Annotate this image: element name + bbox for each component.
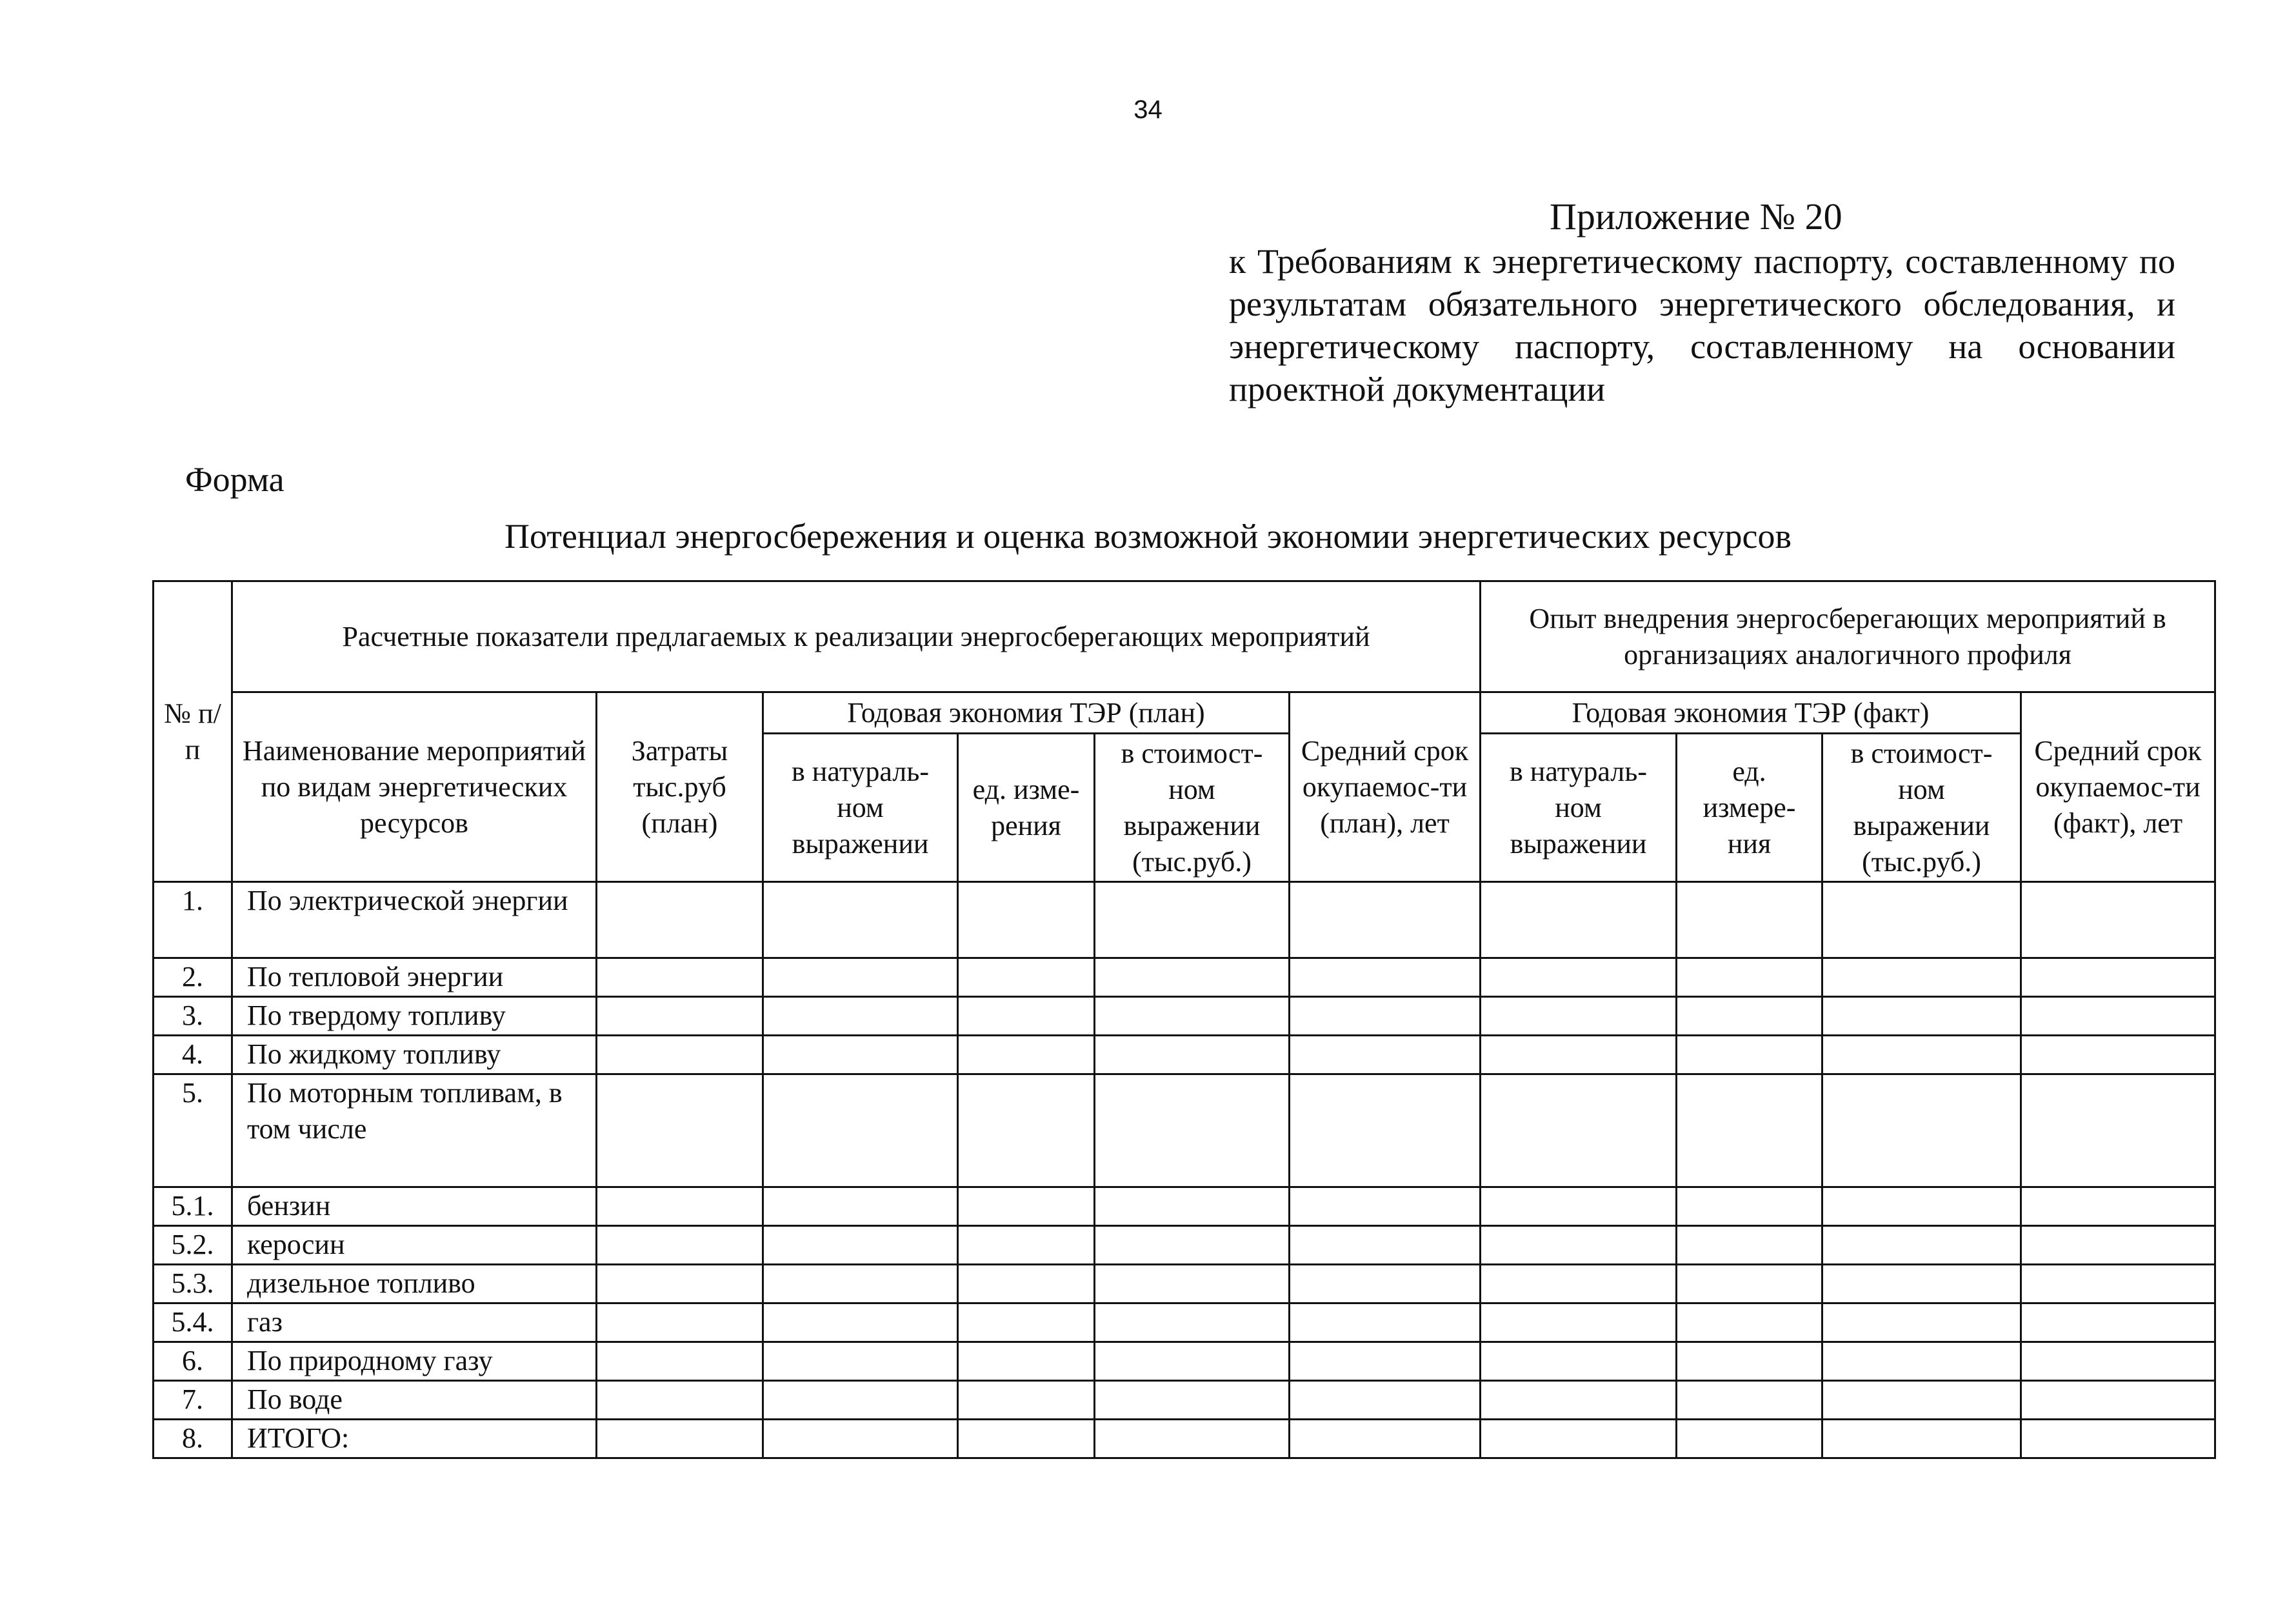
table-row <box>154 958 2215 997</box>
empty-cell <box>1677 882 1822 958</box>
empty-cell <box>597 1265 763 1303</box>
empty-cell <box>1481 1036 1677 1074</box>
empty-cell <box>1290 1226 1481 1265</box>
empty-cell <box>1822 1074 2021 1187</box>
empty-cell <box>958 1074 1095 1187</box>
empty-cell <box>1095 1342 1290 1381</box>
form-label: Форма <box>185 460 285 499</box>
empty-cell <box>1822 1226 2021 1265</box>
row-name: ИТОГО: <box>232 1420 597 1458</box>
empty-cell <box>1481 958 1677 997</box>
row-number: 6. <box>154 1342 232 1381</box>
empty-cell <box>1481 1420 1677 1458</box>
empty-cell <box>1481 1187 1677 1226</box>
empty-cell <box>958 1303 1095 1342</box>
table-row <box>154 1303 2215 1342</box>
empty-cell <box>1481 1342 1677 1381</box>
table-row <box>154 1226 2215 1265</box>
table-row <box>154 997 2215 1036</box>
empty-cell <box>958 1420 1095 1458</box>
page-number: 34 <box>1133 96 1163 124</box>
empty-cell <box>1290 1303 1481 1342</box>
row-name: бензин <box>232 1187 597 1226</box>
empty-cell <box>1290 1381 1481 1420</box>
empty-cell <box>958 882 1095 958</box>
empty-cell <box>763 1074 958 1187</box>
header-num: № п/п <box>154 581 232 882</box>
empty-cell <box>1095 1420 1290 1458</box>
table-row <box>154 1381 2215 1420</box>
empty-cell <box>1677 1265 1822 1303</box>
empty-cell <box>2021 1074 2215 1187</box>
empty-cell <box>1095 882 1290 958</box>
empty-cell <box>1095 997 1290 1036</box>
empty-cell <box>1290 1036 1481 1074</box>
row-number: 8. <box>154 1420 232 1458</box>
empty-cell <box>958 1226 1095 1265</box>
empty-cell <box>958 958 1095 997</box>
empty-cell <box>1290 1420 1481 1458</box>
appendix-text: к Требованиям к энергетическому паспорту, составленному по результатам обязательного энергетического обследования, и энергетическому паспорту, составленному на основании проектной документации <box>1229 242 2175 408</box>
row-number: 5.3. <box>154 1265 232 1303</box>
empty-cell <box>1095 1036 1290 1074</box>
empty-cell <box>763 958 958 997</box>
empty-cell <box>1677 1342 1822 1381</box>
empty-cell <box>763 1187 958 1226</box>
empty-cell <box>2021 882 2215 958</box>
empty-cell <box>1822 1036 2021 1074</box>
empty-cell <box>1677 1074 1822 1187</box>
empty-cell <box>958 1265 1095 1303</box>
empty-cell <box>1677 1187 1822 1226</box>
empty-cell <box>1095 1303 1290 1342</box>
empty-cell <box>1677 997 1822 1036</box>
empty-cell <box>1677 1036 1822 1074</box>
empty-cell <box>1095 1226 1290 1265</box>
empty-cell <box>1677 1226 1822 1265</box>
row-number: 5. <box>154 1074 232 1187</box>
row-number: 7. <box>154 1381 232 1420</box>
empty-cell <box>597 1187 763 1226</box>
appendix-block <box>1229 194 2175 410</box>
empty-cell <box>763 1342 958 1381</box>
empty-cell <box>2021 1036 2215 1074</box>
empty-cell <box>2021 1303 2215 1342</box>
header-group-calc: Расчетные показатели предлагаемых к реализации энергосберегающих мероприятий <box>232 581 1481 692</box>
empty-cell <box>2021 1265 2215 1303</box>
empty-cell <box>1095 1265 1290 1303</box>
empty-cell <box>958 997 1095 1036</box>
empty-cell <box>1290 1342 1481 1381</box>
empty-cell <box>597 1342 763 1381</box>
empty-cell <box>1822 1265 2021 1303</box>
empty-cell <box>1481 1265 1677 1303</box>
empty-cell <box>2021 1226 2215 1265</box>
empty-cell <box>958 1342 1095 1381</box>
empty-cell <box>1095 1381 1290 1420</box>
header-plan-cost: в стоимост-ном выражении (тыс.руб.) <box>1095 734 1290 882</box>
header-group-experience: Опыт внедрения энергосберегающих мероприятий в организациях аналогичного профиля <box>1481 581 2215 692</box>
empty-cell <box>1095 1187 1290 1226</box>
row-name: По воде <box>232 1381 597 1420</box>
header-fact-cost: в стоимост-ном выражении (тыс.руб.) <box>1822 734 2021 882</box>
savings-table <box>152 580 2216 1459</box>
empty-cell <box>958 1187 1095 1226</box>
empty-cell <box>597 1074 763 1187</box>
empty-cell <box>1481 1303 1677 1342</box>
header-fact-unit: ед. измере-ния <box>1677 734 1822 882</box>
empty-cell <box>763 1381 958 1420</box>
row-number: 4. <box>154 1036 232 1074</box>
empty-cell <box>763 1036 958 1074</box>
empty-cell <box>1290 1074 1481 1187</box>
row-number: 5.2. <box>154 1226 232 1265</box>
empty-cell <box>2021 1187 2215 1226</box>
empty-cell <box>2021 958 2215 997</box>
empty-cell <box>2021 1381 2215 1420</box>
row-name: По твердому топливу <box>232 997 597 1036</box>
empty-cell <box>763 997 958 1036</box>
empty-cell <box>1822 882 2021 958</box>
table-row <box>154 1187 2215 1226</box>
empty-cell <box>1677 1381 1822 1420</box>
table-row <box>154 1036 2215 1074</box>
empty-cell <box>1290 882 1481 958</box>
empty-cell <box>1095 958 1290 997</box>
row-number: 2. <box>154 958 232 997</box>
table-row <box>154 1342 2215 1381</box>
empty-cell <box>1822 997 2021 1036</box>
empty-cell <box>1481 1381 1677 1420</box>
empty-cell <box>1481 1226 1677 1265</box>
empty-cell <box>763 1226 958 1265</box>
empty-cell <box>1290 1265 1481 1303</box>
row-number: 5.4. <box>154 1303 232 1342</box>
empty-cell <box>1822 958 2021 997</box>
empty-cell <box>1481 997 1677 1036</box>
empty-cell <box>1677 1303 1822 1342</box>
row-number: 3. <box>154 997 232 1036</box>
empty-cell <box>763 1303 958 1342</box>
empty-cell <box>1481 882 1677 958</box>
empty-cell <box>1822 1342 2021 1381</box>
header-plan-unit: ед. изме-рения <box>958 734 1095 882</box>
empty-cell <box>1677 1420 1822 1458</box>
table-row <box>154 882 2215 958</box>
empty-cell <box>763 1265 958 1303</box>
empty-cell <box>763 1420 958 1458</box>
row-number: 5.1. <box>154 1187 232 1226</box>
empty-cell <box>1481 1074 1677 1187</box>
row-number: 1. <box>154 882 232 958</box>
header-econ-plan: Годовая экономия ТЭР (план) <box>763 692 1290 734</box>
empty-cell <box>597 997 763 1036</box>
row-name: По тепловой энергии <box>232 958 597 997</box>
document-title: Потенциал энергосбережения и оценка возможной экономии энергетических ресурсов <box>504 517 1792 556</box>
empty-cell <box>1822 1303 2021 1342</box>
empty-cell <box>597 958 763 997</box>
empty-cell <box>1290 958 1481 997</box>
table-row <box>154 1074 2215 1187</box>
empty-cell <box>597 1420 763 1458</box>
row-name: По моторным топливам, в том числе <box>232 1074 597 1187</box>
empty-cell <box>1677 958 1822 997</box>
empty-cell <box>958 1381 1095 1420</box>
empty-cell <box>958 1036 1095 1074</box>
empty-cell <box>763 882 958 958</box>
row-name: газ <box>232 1303 597 1342</box>
row-name: По жидкому топливу <box>232 1036 597 1074</box>
header-name: Наименование мероприятий по видам энергетических ресурсов <box>232 692 597 882</box>
table-row <box>154 1265 2215 1303</box>
header-payback-fact: Средний срок окупаемос-ти (факт), лет <box>2021 692 2215 882</box>
empty-cell <box>597 882 763 958</box>
empty-cell <box>2021 997 2215 1036</box>
header-plan-natural: в натураль-ном выражении <box>763 734 958 882</box>
empty-cell <box>1822 1381 2021 1420</box>
row-name: По природному газу <box>232 1342 597 1381</box>
empty-cell <box>597 1303 763 1342</box>
empty-cell <box>2021 1420 2215 1458</box>
empty-cell <box>1822 1187 2021 1226</box>
empty-cell <box>597 1226 763 1265</box>
empty-cell <box>1290 997 1481 1036</box>
row-name: керосин <box>232 1226 597 1265</box>
header-fact-natural: в натураль-ном выражении <box>1481 734 1677 882</box>
table-row <box>154 1420 2215 1458</box>
header-costs: Затраты тыс.руб (план) <box>597 692 763 882</box>
header-payback-plan: Средний срок окупаемос-ти (план), лет <box>1290 692 1481 882</box>
header-econ-fact: Годовая экономия ТЭР (факт) <box>1481 692 2021 734</box>
row-name: дизельное топливо <box>232 1265 597 1303</box>
empty-cell <box>1290 1187 1481 1226</box>
empty-cell <box>2021 1342 2215 1381</box>
empty-cell <box>1095 1074 1290 1187</box>
empty-cell <box>597 1036 763 1074</box>
row-name: По электрической энергии <box>232 882 597 958</box>
appendix-title: Приложение № 20 <box>1550 196 1842 237</box>
empty-cell <box>597 1381 763 1420</box>
empty-cell <box>1822 1420 2021 1458</box>
